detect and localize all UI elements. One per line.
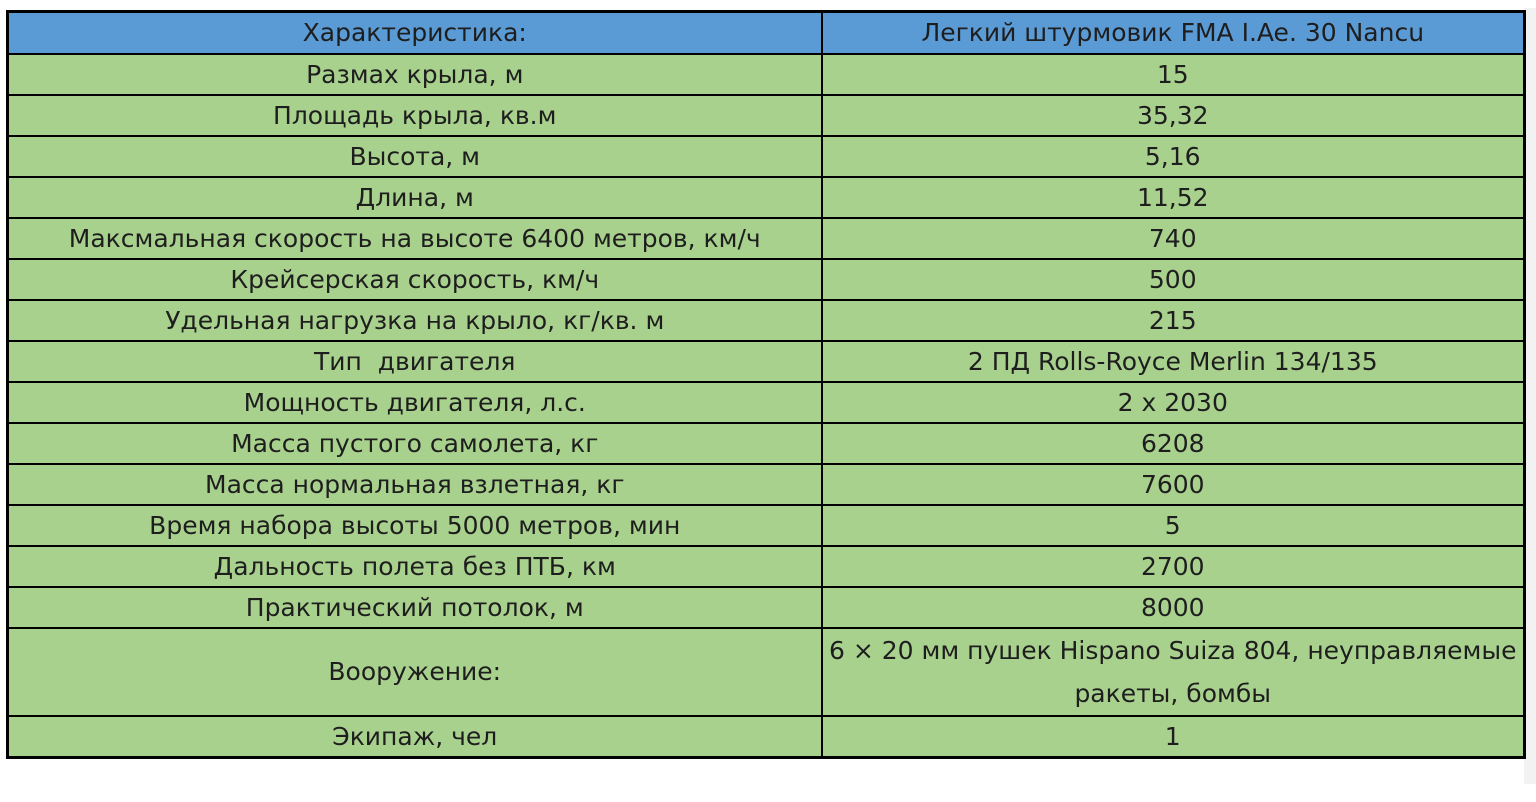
header-aircraft: Легкий штурмовик FMA I.Ae. 30 Nancu: [822, 12, 1525, 55]
table-header-row: [8, 12, 1525, 55]
row-label: Длина, м: [8, 177, 822, 218]
table-row: [8, 259, 1525, 300]
row-value: 5: [822, 505, 1525, 546]
row-label: Масса нормальная взлетная, кг: [8, 464, 822, 505]
table-row: [8, 505, 1525, 546]
row-label: Мощность двигателя, л.с.: [8, 382, 822, 423]
table-row: [8, 54, 1525, 95]
row-label: Размах крыла, м: [8, 54, 822, 95]
table-row: [8, 218, 1525, 259]
row-label: Время набора высоты 5000 метров, мин: [8, 505, 822, 546]
row-label: Экипаж, чел: [8, 716, 822, 758]
row-value: 7600: [822, 464, 1525, 505]
table-row: [8, 341, 1525, 382]
row-value: 35,32: [822, 95, 1525, 136]
row-value: 11,52: [822, 177, 1525, 218]
table-row: [8, 136, 1525, 177]
row-label: Максмальная скорость на высоте 6400 метров, км/ч: [8, 218, 822, 259]
row-value: 15: [822, 54, 1525, 95]
table-row: [8, 546, 1525, 587]
table-row: [8, 95, 1525, 136]
row-label: Дальность полета без ПТБ, км: [8, 546, 822, 587]
table-row: [8, 587, 1525, 628]
row-label: Удельная нагрузка на крыло, кг/кв. м: [8, 300, 822, 341]
row-label: Высота, м: [8, 136, 822, 177]
row-value: 215: [822, 300, 1525, 341]
row-label: Вооружение:: [8, 628, 822, 716]
row-value: 6 × 20 мм пушек Hispano Suiza 804, неуправляемые ракеты, бомбы: [822, 628, 1525, 716]
table-row: [8, 423, 1525, 464]
row-value: 8000: [822, 587, 1525, 628]
row-label: Площадь крыла, кв.м: [8, 95, 822, 136]
row-value: 2700: [822, 546, 1525, 587]
row-label: Практический потолок, м: [8, 587, 822, 628]
specifications-table: [6, 10, 1526, 759]
table-row: [8, 716, 1525, 758]
row-value: 2 х 2030: [822, 382, 1525, 423]
header-characteristic: Характеристика:: [8, 12, 822, 55]
row-label: Тип двигателя: [8, 341, 822, 382]
table-row: [8, 382, 1525, 423]
table-row: [8, 628, 1525, 716]
row-value: 2 ПД Rolls-Royce Merlin 134/135: [822, 341, 1525, 382]
table-row: [8, 300, 1525, 341]
row-value: 6208: [822, 423, 1525, 464]
table-row: [8, 464, 1525, 505]
row-label: Масса пустого самолета, кг: [8, 423, 822, 464]
row-label: Крейсерская скорость, км/ч: [8, 259, 822, 300]
row-value: 5,16: [822, 136, 1525, 177]
row-value: 740: [822, 218, 1525, 259]
row-value: 1: [822, 716, 1525, 758]
table-row: [8, 177, 1525, 218]
row-value: 500: [822, 259, 1525, 300]
